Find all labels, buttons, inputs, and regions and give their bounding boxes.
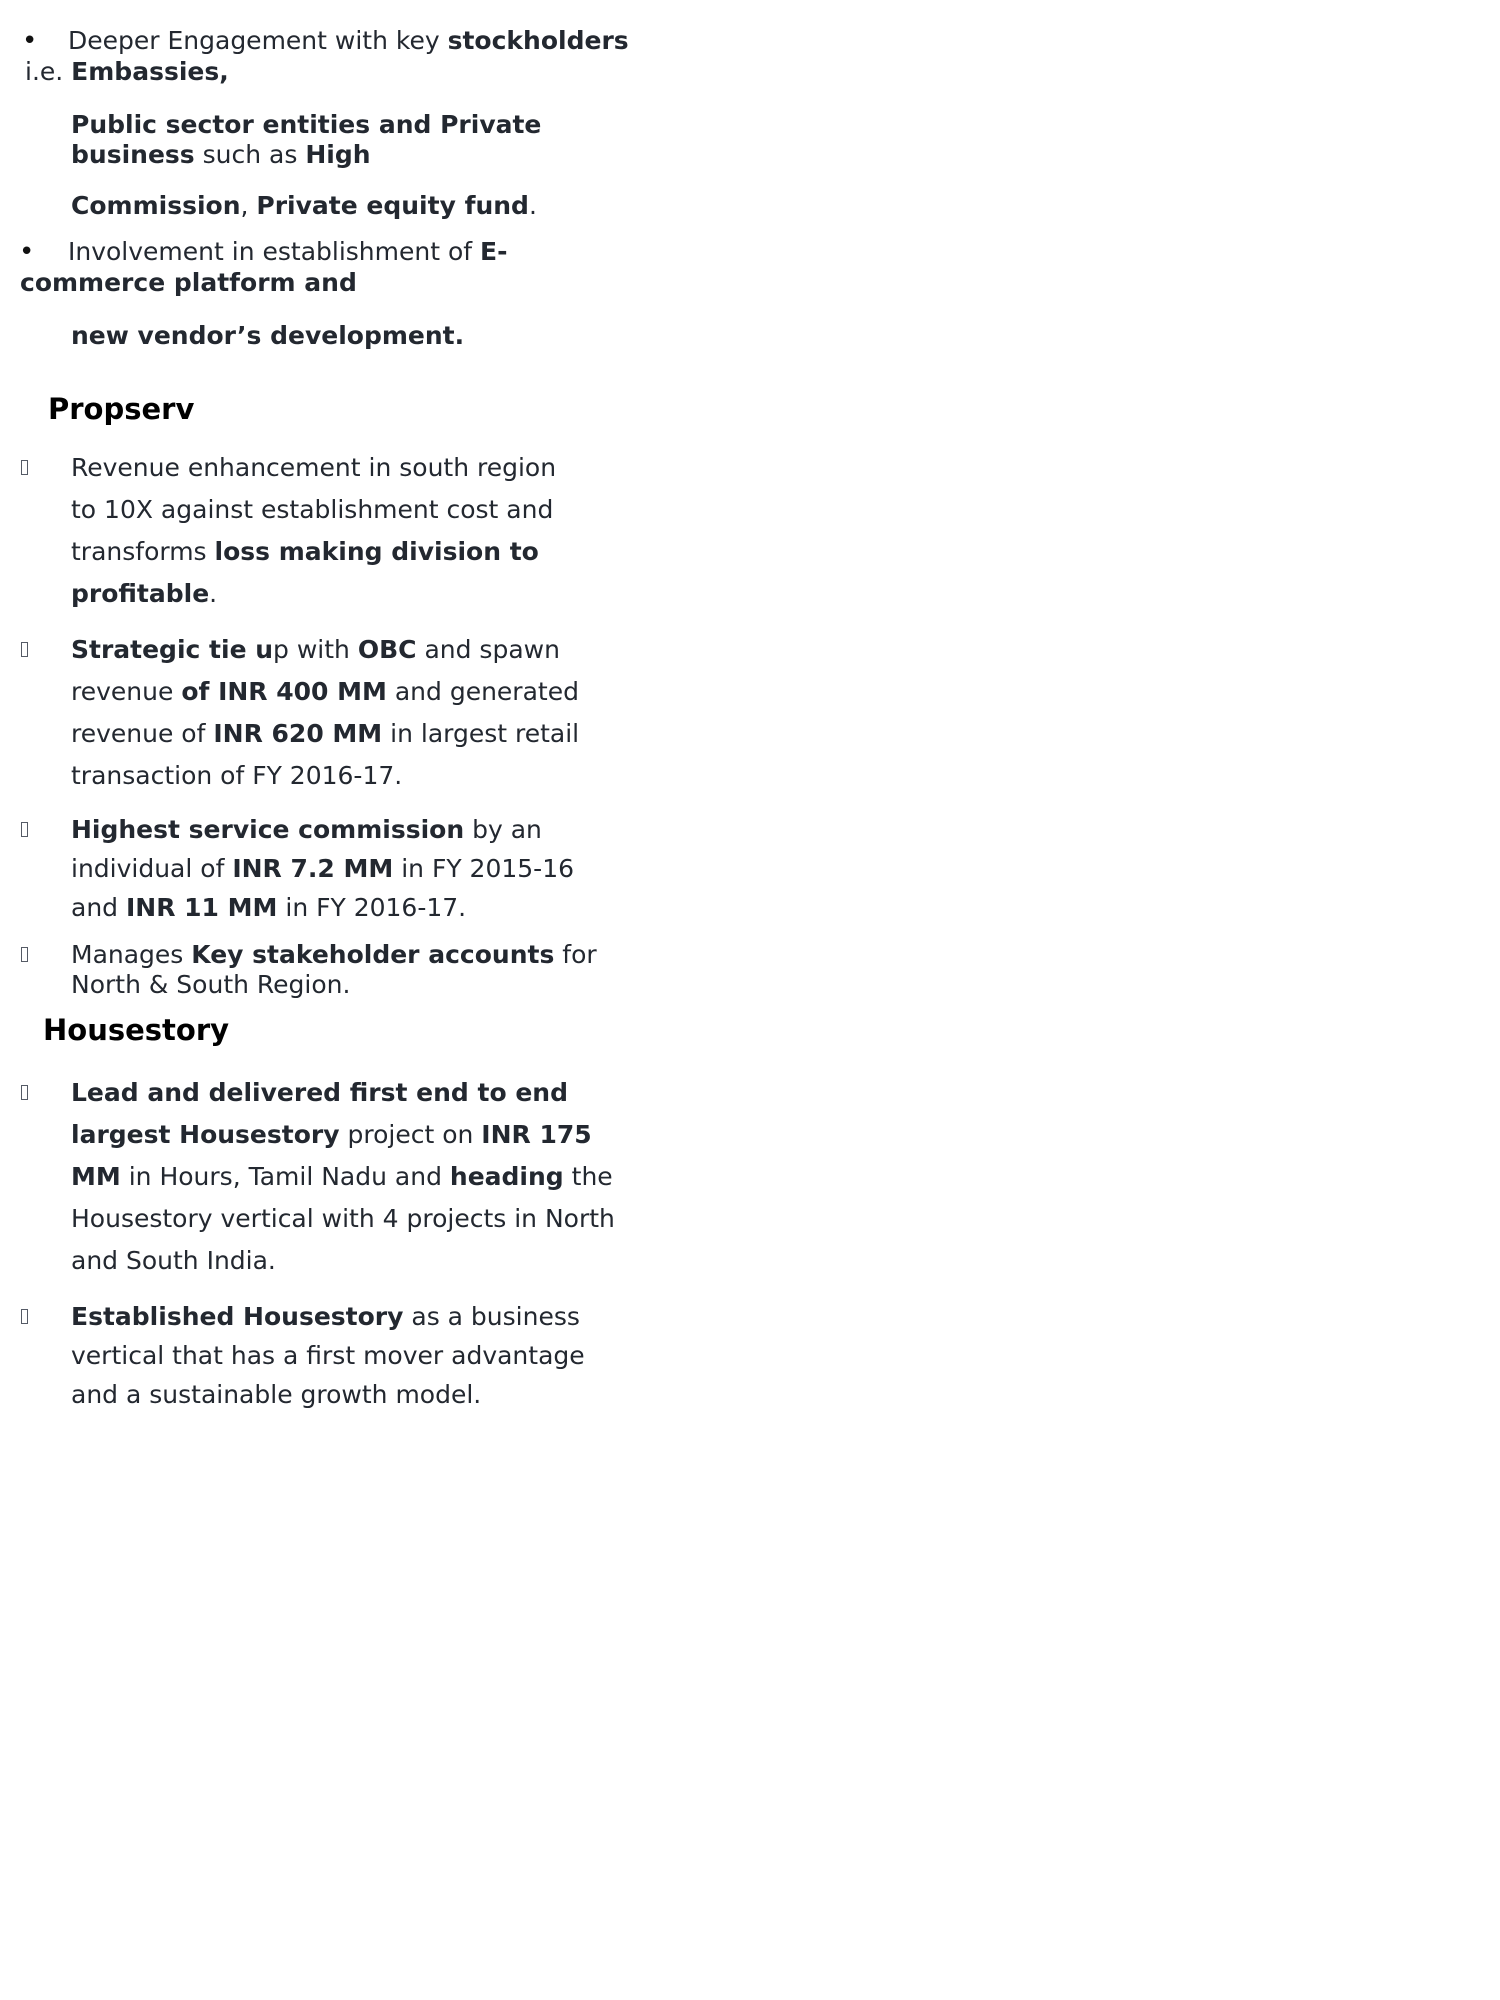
bullet-dot: • [22,26,38,56]
bold-text: of INR 400 MM [181,677,387,706]
bullet-box-icon [21,1309,28,1324]
text: p with [273,635,358,664]
bold-text: Strategic tie u [71,635,274,664]
propserv-item2-line1 [71,635,560,664]
text: revenue of [71,719,214,748]
text: and [71,893,126,922]
propserv-item1-line2: to 10X against establishment cost and [71,495,554,524]
housestory-item1-line1: Lead and delivered first end to end [71,1078,568,1107]
propserv-item2-line3 [71,719,579,748]
propserv-item2-line4: transaction of FY 2016-17. [71,761,403,790]
bold-text: largest Housestory [71,1120,340,1149]
housestory-item2-line2: vertical that has a first mover advantage [71,1341,585,1370]
bold-text: heading [449,1162,564,1191]
propserv-heading: Propserv [48,392,195,426]
text: the [563,1162,613,1191]
bold-text: INR 7.2 MM [232,854,394,883]
propserv-item1-line3 [71,537,539,566]
ecommerce-line-3: new vendor’s development. [71,321,465,350]
bold-text: profitable [71,579,210,608]
text: Manages [71,940,192,969]
bold-text: MM [71,1162,121,1191]
text: . [528,191,537,220]
text: , [240,191,257,220]
text: project on [339,1120,482,1149]
ecommerce-line-2: commerce platform and [20,268,357,297]
housestory-item1-line4: Housestory vertical with 4 projects in North [71,1204,615,1233]
text: in FY 2016-17. [277,893,467,922]
engagement-line-5 [71,191,537,220]
housestory-item1-line5: and South India. [71,1246,276,1275]
text: . [209,579,218,608]
bold-text: INR 11 MM [125,893,278,922]
propserv-item1-line1: Revenue enhancement in south region [71,453,557,482]
bold-text: Commission [71,191,241,220]
bullet-box-icon [21,1085,28,1100]
text: such as [194,140,306,169]
engagement-line-1 [68,26,629,55]
bold-text: E- [480,237,508,266]
bullet-box-icon [21,460,28,475]
text: by an [464,815,542,844]
bullet-box-icon [21,822,28,837]
bold-text: stockholders [447,26,629,55]
bullet-dot: • [19,237,35,267]
text: Deeper Engagement with key [68,26,448,55]
text: in FY 2015-16 [393,854,575,883]
propserv-item4-line1 [71,940,597,969]
text: as a business [403,1302,580,1331]
engagement-line-3: Public sector entities and Private [71,110,542,139]
text: individual of [71,854,233,883]
bold-text: OBC [357,635,417,664]
bold-text: business [71,140,195,169]
housestory-item1-line2 [71,1120,592,1149]
text: for [554,940,597,969]
engagement-line-4 [71,140,371,169]
bold-text: High [305,140,371,169]
propserv-item3-line3 [71,893,466,922]
propserv-item4-line2: North & South Region. [71,970,351,999]
bold-text: INR 620 MM [213,719,383,748]
text: and generated [386,677,579,706]
bullet-box-icon [21,947,28,962]
text: in Hours, Tamil Nadu and [120,1162,450,1191]
engagement-line-2 [25,57,229,86]
text: revenue [71,677,182,706]
bold-text: Established Housestory [71,1302,404,1331]
bold-text: Key stakeholder accounts [191,940,555,969]
text: and spawn [416,635,560,664]
housestory-item1-line3 [71,1162,613,1191]
bold-text: Highest service commission [71,815,465,844]
text: i.e. [25,57,72,86]
propserv-item3-line2 [71,854,574,883]
propserv-item1-line4 [71,579,217,608]
propserv-item3-line1 [71,815,542,844]
bold-text: loss making division to [214,537,539,566]
housestory-heading: Housestory [43,1013,230,1047]
bold-text: Embassies, [71,57,229,86]
ecommerce-line-1 [68,237,508,266]
bold-text: INR 175 [481,1120,592,1149]
bullet-box-icon [21,642,28,657]
bold-text: Private equity fund [256,191,529,220]
text: Involvement in establishment of [68,237,481,266]
propserv-item2-line2 [71,677,579,706]
text: in largest retail [382,719,580,748]
housestory-item2-line1 [71,1302,580,1331]
text: transforms [71,537,215,566]
housestory-item2-line3: and a sustainable growth model. [71,1380,482,1409]
